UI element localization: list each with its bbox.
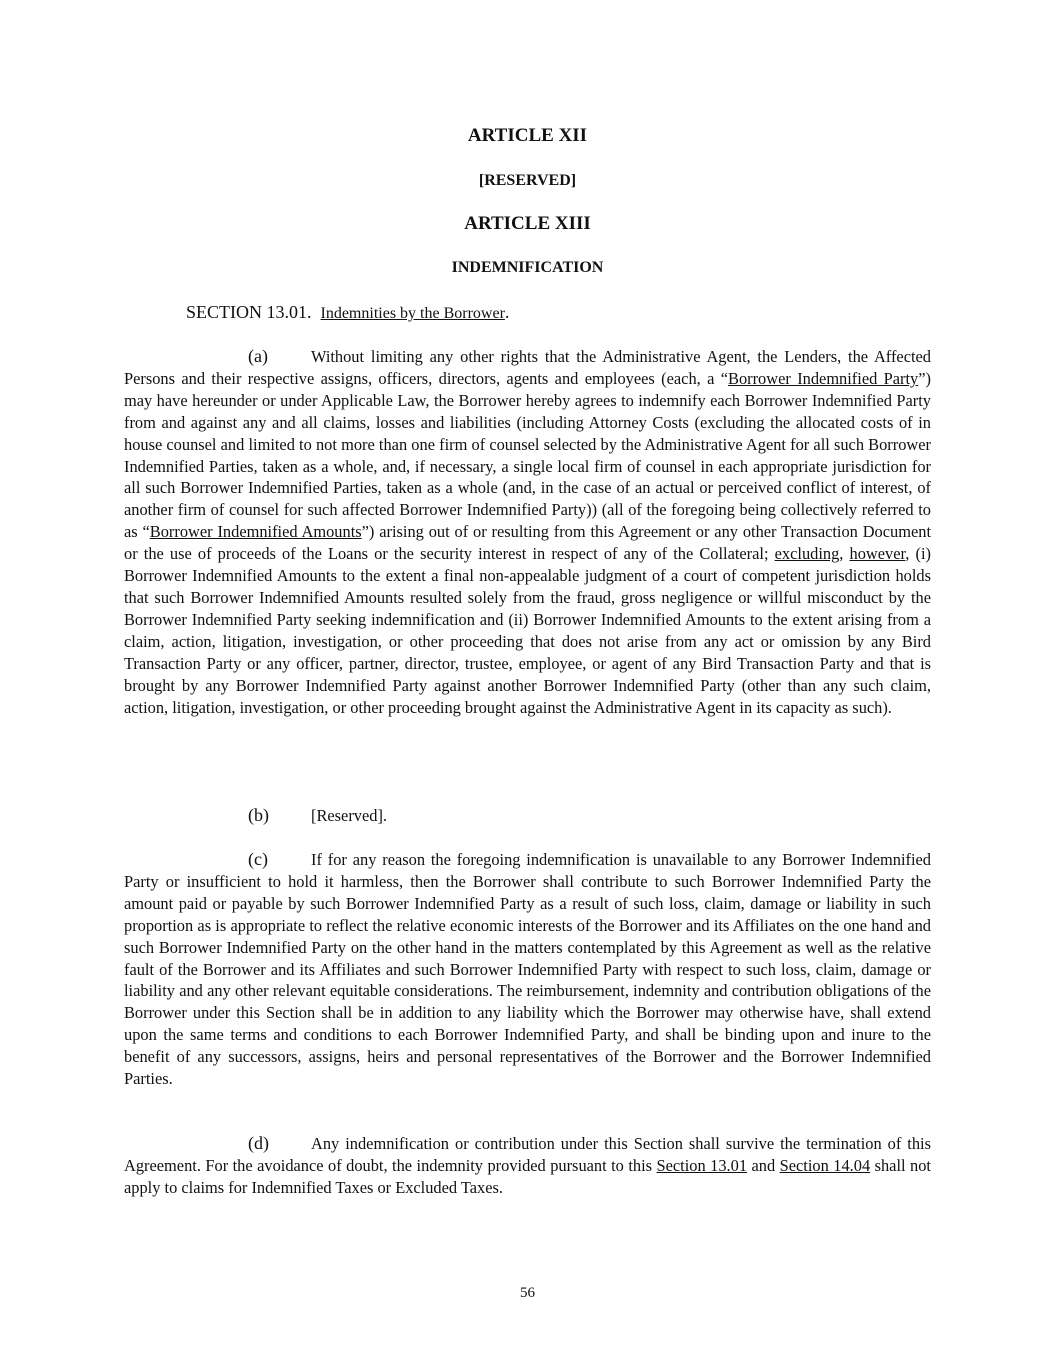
section-title-period: . <box>504 302 510 322</box>
page-number: 56 <box>520 1285 535 1301</box>
article-xiii-subtitle: INDEMNIFICATION <box>451 259 604 276</box>
paragraph-c-label: (c) <box>248 849 268 869</box>
paragraph-a-label: (a) <box>248 346 268 366</box>
term-however: however <box>849 544 906 564</box>
paragraph-b-text: [Reserved]. <box>311 806 387 825</box>
paragraph-a-comma: , <box>839 544 850 564</box>
paragraph-c <box>124 849 931 1090</box>
paragraph-b-label: (b) <box>248 805 269 825</box>
paragraph-d-text-1: Any indemnification or contribution under this Section shall survive the termination of this Agreement. For the avoidance of doubt, the indemnity provided pursuant to this <box>124 1134 931 1175</box>
section-reference-14-04: Section 14.04 <box>779 1155 871 1175</box>
article-xii-title: ARTICLE XII <box>467 125 588 146</box>
section-reference-13-01: Section 13.01 <box>656 1155 748 1175</box>
paragraph-a-text-4: , (i) Borrower Indemnified Amounts to the extent a final non-appealable judgment of a court of competent jurisdiction holds that such Borrower Indemnified Amounts resulted solely from the fraud, gross negligence or willful misconduct by the Borrower Indemnified Party seeking indemnification and (ii) Borrower Indemnified Amounts to the extent arising from a claim, action, litigation, investigation, or other proceeding that does not arise from any act or omission by any Bird Transaction Party or any officer, partner, director, trustee, employee, or agent of any Bird Transaction Party and that is brought by any Borrower Indemnified Party against another Borrower Indemnified Party (other than any such claim, action, litigation, investigation, or other proceeding brought against the Administrative Agent in its capacity as such). <box>124 544 931 717</box>
paragraph-a <box>124 346 931 718</box>
article-xii-subtitle: [RESERVED] <box>478 172 577 189</box>
defined-term-borrower-indemnified-amounts: Borrower Indemnified Amounts <box>149 522 362 542</box>
paragraph-b <box>124 805 931 827</box>
paragraph-d-and: and <box>747 1155 780 1175</box>
section-number: SECTION 13.01. <box>186 302 312 322</box>
paragraph-d-text-2: shall not apply to claims for Indemnified Taxes or Excluded Taxes. <box>124 1155 931 1197</box>
paragraph-d <box>124 1133 931 1199</box>
section-title: Indemnities by the Borrower <box>320 305 505 322</box>
section-heading <box>186 302 509 323</box>
term-excluding: excluding <box>774 544 840 564</box>
paragraph-a-text-1: Without limiting any other rights that the Administrative Agent, the Lenders, the Affected Persons and their respective assigns, officers, directors, agents and employees (each, a “ <box>124 347 931 388</box>
paragraph-a-text-3: ”) arising out of or resulting from this Agreement or any other Transaction Document or the use of proceeds of the Loans or the security interest in respect of any of the Collateral; <box>124 522 931 564</box>
article-xiii-title: ARTICLE XIII <box>464 213 591 234</box>
paragraph-d-label: (d) <box>248 1133 269 1153</box>
paragraph-c-text: If for any reason the foregoing indemnification is unavailable to any Borrower Indemnified Party or insufficient to hold it harmless, then the Borrower shall contribute to such Borrower Indemnified Party the amount paid or payable by such Borrower Indemnified Party as a result of such loss, claim, damage or liability in such proportion as is appropriate to reflect the relative economic interests of the Borrower and its Affiliates on the one hand and such Borrower Indemnified Party on the other hand in the matters contemplated by this Agreement as well as the relative fault of the Borrower and its Affiliates and such Borrower Indemnified Party with respect to such loss, claim, damage or liability and any other relevant equitable considerations. The reimbursement, indemnity and contribution obligations of the Borrower under this Section shall be in addition to any liability which the Borrower may otherwise have, shall extend upon the same terms and conditions to each Borrower Indemnified Party, and shall be binding upon and inure to the benefit of any successors, assigns, heirs and personal representatives of the Borrower and the Borrower Indemnified Parties. <box>124 850 931 1089</box>
defined-term-borrower-indemnified-party: Borrower Indemnified Party <box>728 368 919 388</box>
paragraph-a-text-2: ”) may have hereunder or under Applicable Law, the Borrower hereby agrees to indemnify each Borrower Indemnified Party from and against any and all claims, losses and liabilities (including Attorney Costs (excluding the allocated costs of in house counsel and limited to not more than one firm of counsel selected by the Administrative Agent for all such Borrower Indemnified Parties, taken as a whole, and, if necessary, a single local firm of counsel in each appropriate jurisdiction for all such Borrower Indemnified Parties, taken as a whole (and, in the case of an actual or perceived conflict of interest, of another firm of counsel for such affected Borrower Indemnified Party)) (all of the foregoing being collectively referred to as “ <box>124 368 931 542</box>
